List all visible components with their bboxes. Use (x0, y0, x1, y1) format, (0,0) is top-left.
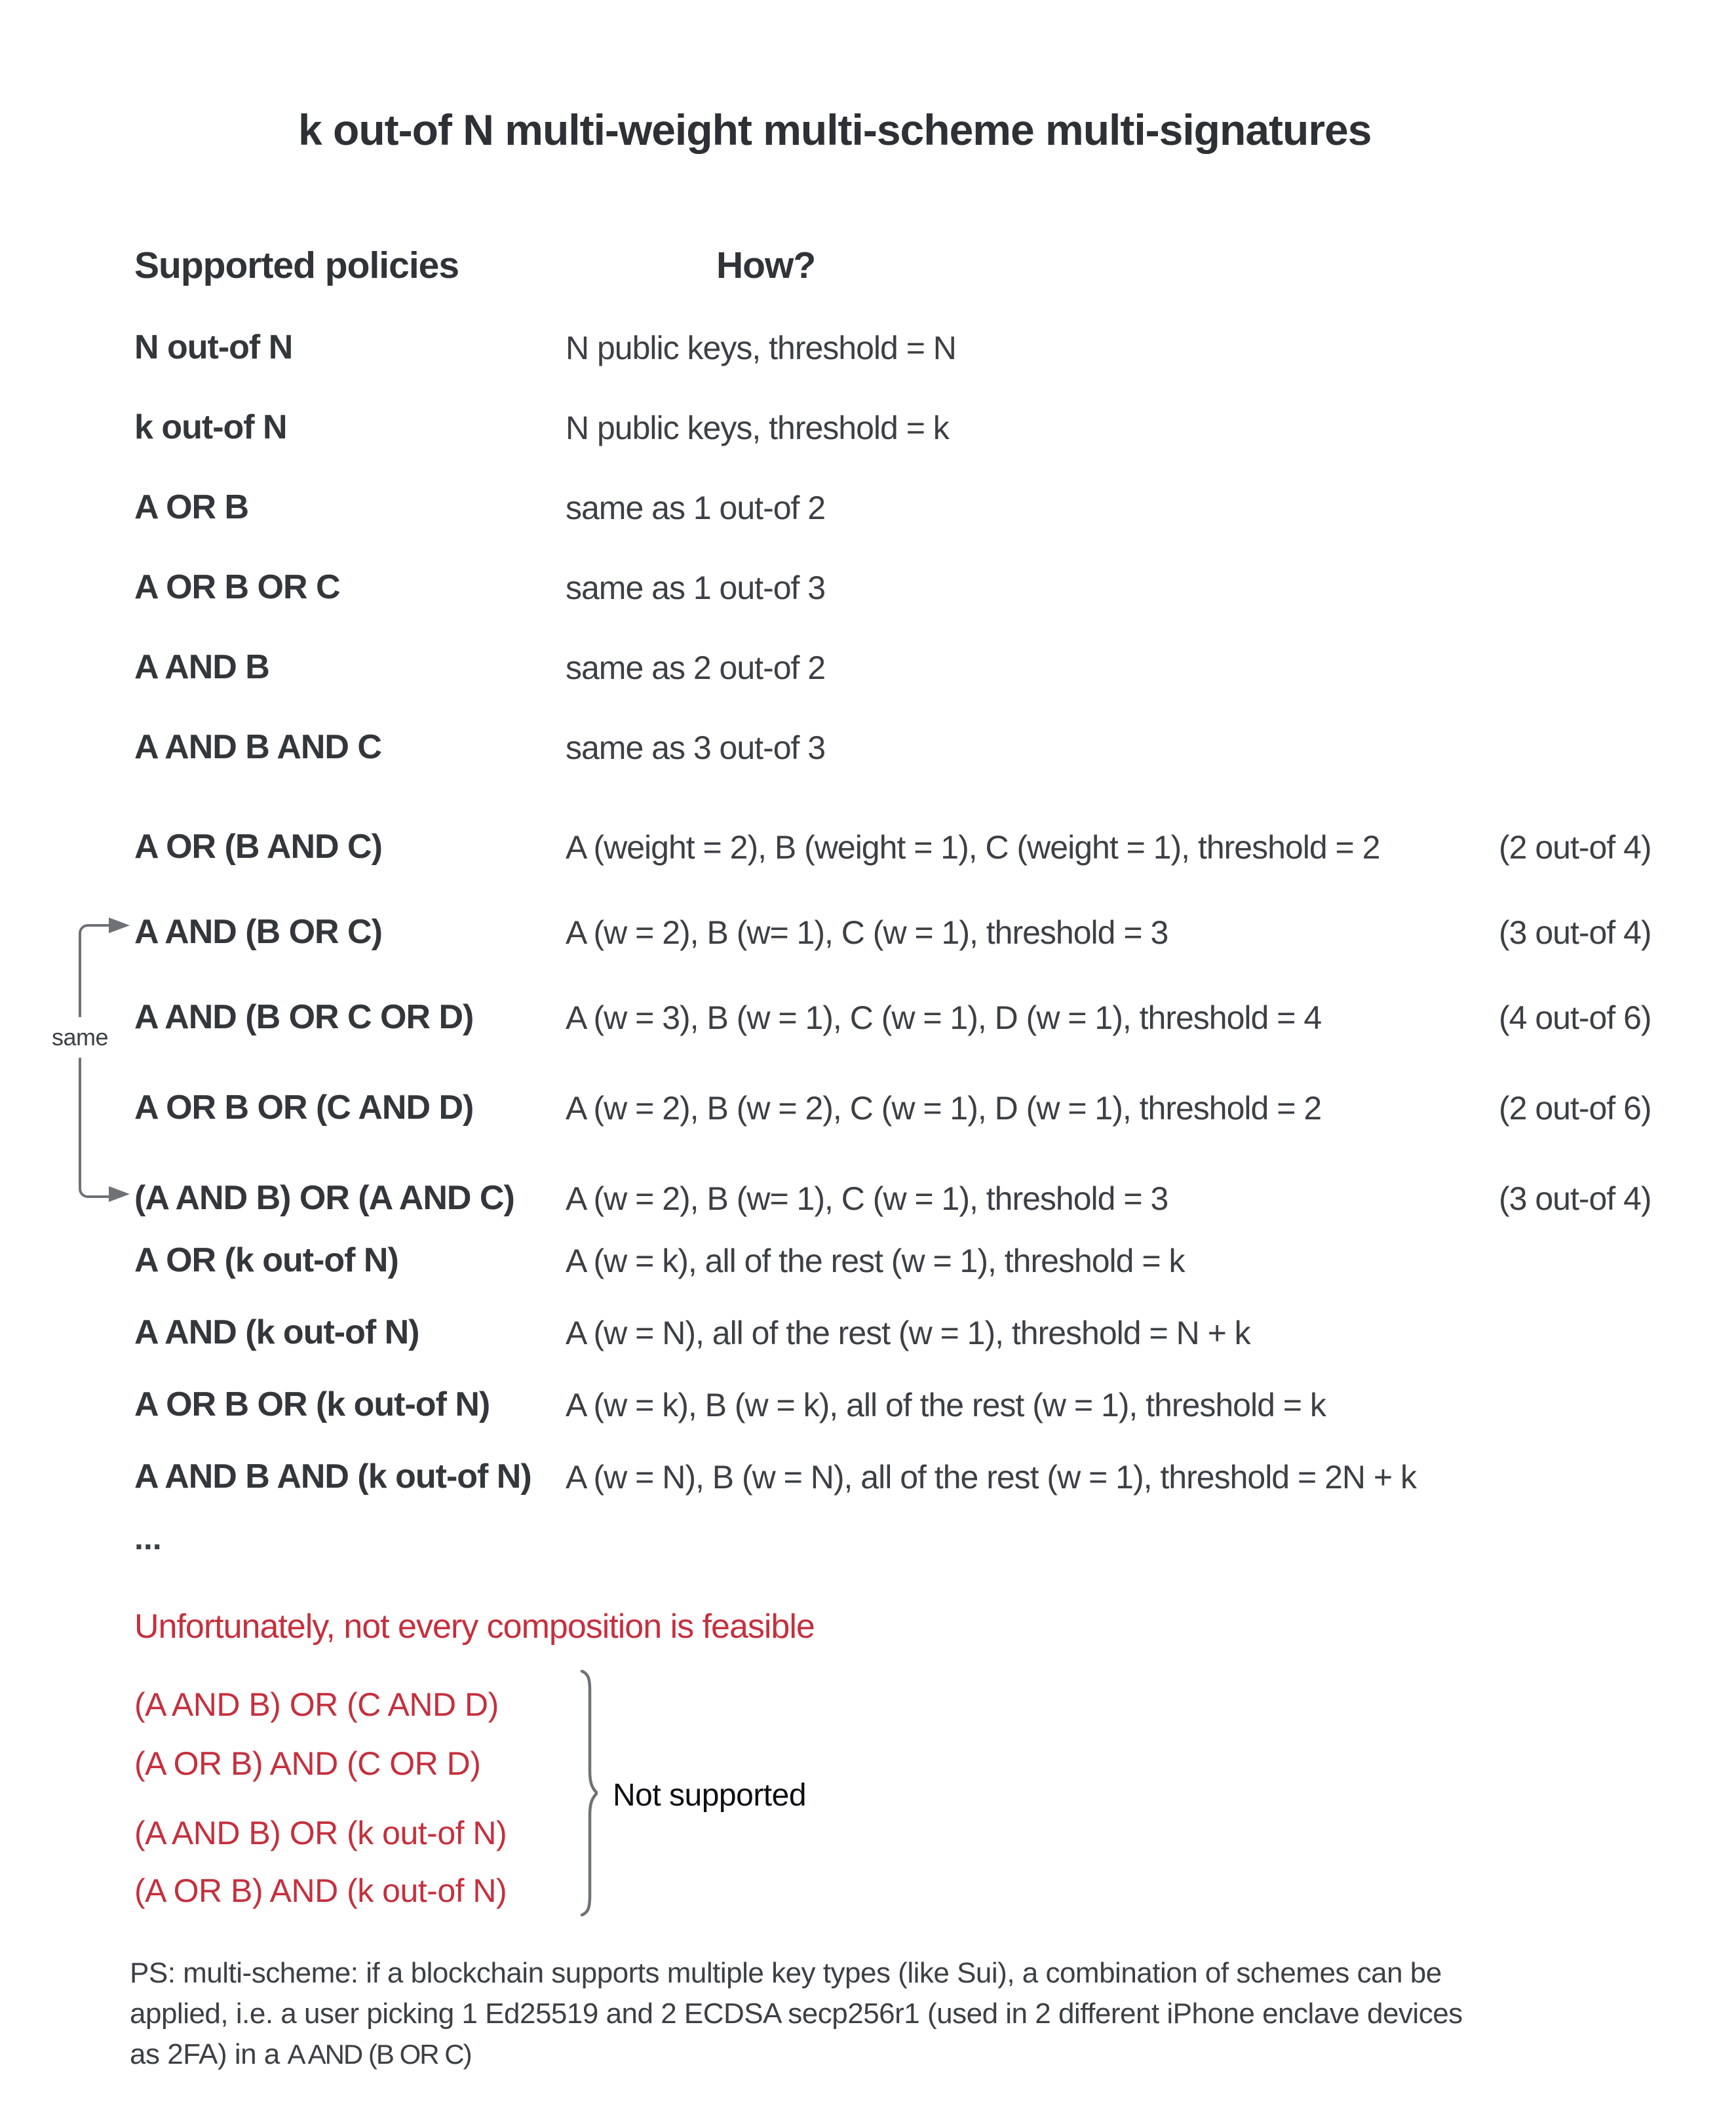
policy-label: k out-of N (134, 408, 287, 446)
table-row (0, 1313, 1736, 1355)
table-row (0, 488, 1736, 530)
policy-how: same as 2 out-of 2 (566, 649, 826, 686)
table-row (0, 408, 1736, 450)
policy-label: A OR B OR (C AND D) (134, 1089, 474, 1127)
policy-note: (3 out-of 4) (1499, 1180, 1651, 1217)
policy-label: (A AND B) OR (A AND C) (134, 1179, 514, 1217)
table-row (0, 1457, 1736, 1499)
policy-label: A OR (k out-of N) (134, 1241, 398, 1279)
curly-brace-icon (574, 1670, 598, 1916)
policy-label: A AND B AND C (134, 728, 381, 766)
table-row (0, 1385, 1736, 1427)
policy-note: (4 out-of 6) (1499, 999, 1651, 1036)
table-row (0, 827, 1736, 869)
policy-how: A (w = N), all of the rest (w = 1), threshold = N + k (566, 1315, 1250, 1351)
policy-how: same as 3 out-of 3 (566, 729, 826, 766)
policy-how: A (w = 3), B (w = 1), C (w = 1), D (w = 1), threshold = 4 (566, 999, 1322, 1036)
infeasible-item: (A OR B) AND (k out-of N) (134, 1872, 507, 1909)
same-annotation-label: same (50, 1017, 110, 1058)
infeasible-item: (A OR B) AND (C OR D) (134, 1745, 481, 1782)
policy-label: A AND (B OR C OR D) (134, 998, 474, 1036)
policy-how: A (weight = 2), B (weight = 1), C (weight = 1), threshold = 2 (566, 829, 1380, 866)
not-supported-label: Not supported (613, 1778, 807, 1813)
policy-how: N public keys, threshold = N (566, 330, 956, 366)
policy-label: A OR B OR C (134, 568, 340, 606)
policy-label: A OR (B AND C) (134, 828, 382, 866)
policy-how: N public keys, threshold = k (566, 410, 949, 446)
ps-note-line (130, 2038, 471, 2071)
table-row (0, 568, 1736, 609)
policy-label: A OR B OR (k out-of N) (134, 1385, 490, 1423)
ps-policy-code: A AND (B OR C) (287, 2039, 471, 2070)
table-row (0, 1241, 1736, 1283)
policy-note: (2 out-of 6) (1499, 1090, 1651, 1127)
policy-how: same as 1 out-of 2 (566, 490, 826, 526)
ps-note-line: PS: multi-scheme: if a blockchain supports multiple key types (like Sui), a combination of schemes can be (130, 1957, 1442, 1989)
page-title: k out-of N multi-weight multi-scheme multi-signatures (298, 106, 1372, 154)
policy-how: same as 1 out-of 3 (566, 570, 826, 606)
infeasible-item: (A AND B) OR (C AND D) (134, 1686, 499, 1723)
policy-how: A (w = N), B (w = N), all of the rest (w = 1), threshold = 2N + k (566, 1459, 1416, 1496)
column-header-how: How? (716, 244, 816, 286)
policy-label: A AND B AND (k out-of N) (134, 1458, 531, 1496)
table-row (0, 727, 1736, 769)
policy-label: A OR B (134, 488, 249, 526)
policy-label: A AND (B OR C) (134, 913, 382, 951)
infeasible-item: (A AND B) OR (k out-of N) (134, 1815, 507, 1851)
table-row (0, 1088, 1736, 1130)
table-row (0, 1178, 1736, 1220)
ps-note-line: applied, i.e. a user picking 1 Ed25519 and 2 ECDSA secp256r1 (used in 2 different iPhone enclave devices (130, 1998, 1463, 2030)
table-row (0, 912, 1736, 954)
policy-how: A (w = 2), B (w= 1), C (w = 1), threshold = 3 (566, 914, 1168, 951)
infeasible-heading: Unfortunately, not every composition is feasible (134, 1608, 815, 1646)
arrow-right-icon (109, 1186, 130, 1202)
column-header-supported-policies: Supported policies (134, 244, 459, 286)
table-row (0, 328, 1736, 370)
policy-how: A (w = k), B (w = k), all of the rest (w = 1), threshold = k (566, 1387, 1326, 1423)
table-row (0, 647, 1736, 689)
policy-label: A AND B (134, 648, 269, 686)
policy-label: A AND (k out-of N) (134, 1313, 419, 1351)
arrow-right-icon (109, 918, 130, 933)
policy-label: N out-of N (134, 328, 293, 366)
policy-note: (2 out-of 4) (1499, 829, 1651, 866)
same-bracket-line (79, 924, 113, 1198)
table-ellipsis: ... (134, 1520, 162, 1556)
policy-how: A (w = k), all of the rest (w = 1), threshold = k (566, 1243, 1185, 1279)
ps-note-text: as 2FA) in a (130, 2038, 288, 2070)
policy-how: A (w = 2), B (w = 2), C (w = 1), D (w = 1), threshold = 2 (566, 1090, 1322, 1127)
policy-how: A (w = 2), B (w= 1), C (w = 1), threshold = 3 (566, 1180, 1168, 1217)
policy-note: (3 out-of 4) (1499, 914, 1651, 951)
table-row (0, 997, 1736, 1039)
